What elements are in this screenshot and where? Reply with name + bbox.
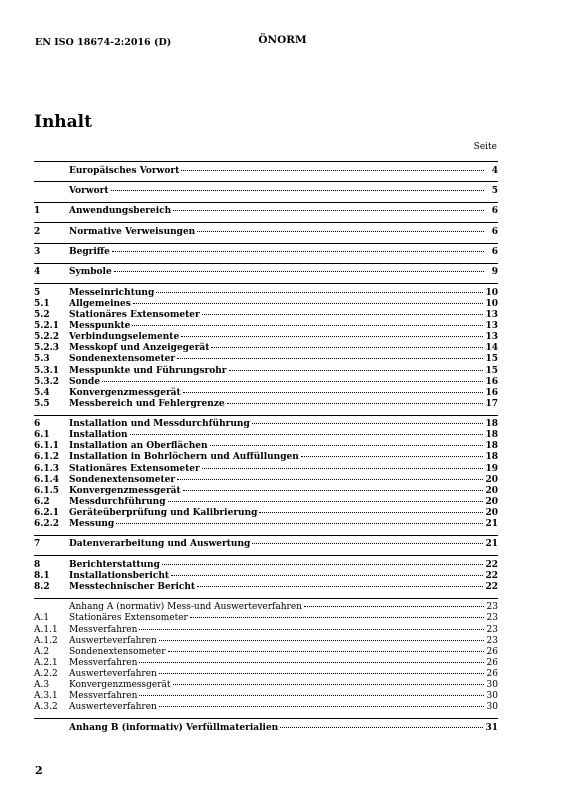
toc-entry-number: 5.3 [34,354,50,365]
toc-entry[interactable] [34,560,498,571]
toc-entry-number: A.1 [34,613,50,624]
toc-entry[interactable] [34,519,498,530]
toc-entry-number: 8.1 [34,570,50,581]
toc-entry-label: Installation und Messdurchführung [69,419,250,430]
toc-entry-label: Auswerteverfahren [69,635,157,646]
toc-entry[interactable] [34,186,498,197]
toc-entry-number: 5 [34,287,41,298]
toc-leader-dots [177,358,483,359]
page-column-label: Seite [473,142,497,152]
toc-leader-dots [197,586,483,587]
toc-entry-label: Messverfahren [69,624,138,635]
toc-leader-dots [229,370,484,371]
toc-entry[interactable] [34,166,498,177]
toc-leader-dots [168,651,484,652]
toc-entry-label: Vorwort [69,185,109,196]
toc-entry[interactable] [34,206,498,217]
page-number: 2 [35,764,43,777]
toc-entry[interactable] [34,658,498,669]
toc-entry-number: 6.1.1 [34,441,60,452]
toc-entry-label: Geräteüberprüfung und Kalibrierung [69,507,258,518]
toc-entry-number: A.3.1 [34,691,58,702]
toc-entry-number: 5.4 [34,387,50,398]
toc-entry-page: 22 [485,570,498,581]
toc-entry[interactable] [34,354,498,365]
toc-entry-page: 4 [491,165,498,176]
toc-entry[interactable] [34,343,498,354]
toc-entry[interactable] [34,702,498,713]
toc-entry[interactable] [34,452,498,463]
toc-entry-label: Begriffe [69,247,110,258]
toc-leader-dots [116,523,483,524]
toc-leader-dots [162,564,484,565]
toc-entry-page: 26 [486,668,498,679]
toc-entry-number: A.2 [34,646,50,657]
toc-entry-page: 20 [485,485,498,496]
toc-entry-number: 2 [34,226,41,237]
toc-entry-label: Berichterstattung [69,559,160,570]
toc-leader-dots [133,303,484,304]
toc-entry[interactable] [34,680,498,691]
toc-entry-number: 3 [34,247,41,258]
toc-leader-dots [102,381,483,382]
toc-entry-label: Messverfahren [69,691,138,702]
toc-entry-label: Installationsbericht [69,570,170,581]
toc-entry[interactable] [34,691,498,702]
toc-entry[interactable] [34,377,498,388]
toc-entry[interactable] [34,441,498,452]
toc-entry-number: A.2.2 [34,668,58,679]
toc-entry-page: 26 [486,657,498,668]
toc-entry-page: 23 [486,635,498,646]
toc-entry[interactable] [34,247,498,258]
toc-entry-label: Auswerteverfahren [69,668,157,679]
toc-entry-label: Konvergenzmessgerät [69,485,181,496]
toc-entry-label: Anhang B (informativ) Verfüllmaterialien [69,722,279,733]
toc-leader-dots [211,347,483,348]
toc-entry-number: 6.2.1 [34,507,60,518]
toc-entry-page: 6 [491,206,498,217]
toc-entry[interactable] [34,419,498,430]
toc-leader-dots [173,684,484,685]
toc-entry[interactable] [34,267,498,278]
toc-entry-page: 30 [486,702,498,713]
toc-entry-number: 5.2.2 [34,332,60,343]
toc-entry-number: 5.5 [34,398,50,409]
toc-entry-page: 15 [485,354,498,365]
page-title: Inhalt [34,112,92,132]
toc-leader-dots [183,490,484,491]
toc-entry-page: 18 [485,452,498,463]
toc-entry-label: Messbereich und Fehlergrenze [69,398,225,409]
toc-entry-label: Messtechnischer Bericht [69,581,196,592]
toc-entry-label: Stationäres Extensometer [69,613,188,624]
toc-entry-page: 26 [486,646,498,657]
toc-entry-label: Allgemeines [69,298,131,309]
toc-leader-dots [197,231,484,232]
toc-entry-page: 18 [485,430,498,441]
toc-leader-dots [177,479,483,480]
toc-leader-dots [227,403,484,404]
toc-entry-page: 13 [485,321,498,332]
toc-leader-dots [159,640,484,641]
toc-entry[interactable] [34,647,498,658]
toc-entry-page: 18 [485,441,498,452]
toc-entry-label: Verbindungselemente [69,332,180,343]
brand-label: ÖNORM [258,34,307,46]
toc-entry-page: 23 [486,602,498,613]
toc-entry[interactable] [34,227,498,238]
toc-entry[interactable] [34,669,498,680]
toc-entry-page: 23 [486,624,498,635]
toc-entry[interactable] [34,399,498,410]
toc-entry-label: Installation an Oberflächen [69,441,208,452]
toc-entry[interactable] [34,430,498,441]
toc-entry[interactable] [34,636,498,647]
toc-entry[interactable] [34,723,498,734]
toc-entry-page: 13 [485,332,498,343]
toc-leader-dots [210,445,484,446]
toc-leader-dots [252,543,483,544]
toc-entry-label: Messpunkte [69,321,131,332]
toc-entry-label: Sondenextensometer [69,474,176,485]
toc-leader-dots [304,606,484,607]
toc-entry-label: Sondenextensometer [69,354,176,365]
toc-entry[interactable] [34,464,498,475]
toc-entry-page: 16 [485,376,498,387]
toc-entry-number: A.2.1 [34,657,58,668]
toc-leader-dots [159,673,484,674]
toc-entry-number: A.1.2 [34,635,58,646]
toc-leader-dots [139,695,484,696]
toc-entry-number: 6 [34,419,41,430]
toc-entry-page: 20 [485,474,498,485]
toc-entry-page: 14 [485,343,498,354]
toc-entry[interactable] [34,475,498,486]
toc-entry-page: 6 [491,226,498,237]
toc-leader-dots [112,251,484,252]
toc-entry[interactable] [34,288,498,299]
toc-leader-dots [202,314,484,315]
toc-entry-page: 30 [486,679,498,690]
toc-entry-label: Sondenextensometer [69,646,166,657]
toc-entry-label: Datenverarbeitung und Auswertung [69,539,251,550]
document-id: EN ISO 18674-2:2016 (D) [35,37,172,48]
toc-entry[interactable] [34,497,498,508]
toc-entry-label: Messdurchführung [69,496,166,507]
toc-leader-dots [139,662,484,663]
toc-entry-page: 6 [491,247,498,258]
toc-leader-dots [171,575,483,576]
toc-entry-label: Messkopf und Anzeigegerät [69,343,210,354]
toc-entry-number: 4 [34,267,41,278]
toc-entry[interactable] [34,571,498,582]
toc-leader-dots [181,336,483,337]
toc-entry-label: Konvergenzmessgerät [69,387,181,398]
toc-entry-page: 13 [485,310,498,321]
toc-entry-page: 10 [485,298,498,309]
toc-entry[interactable] [34,508,498,519]
toc-entry-number: 6.1.3 [34,463,60,474]
toc-entry[interactable] [34,388,498,399]
toc-entry-number: 5.3.1 [34,365,60,376]
toc-entry-label: Anwendungsbereich [69,206,172,217]
toc-leader-dots [259,512,483,513]
toc-entry-number: 6.2 [34,496,50,507]
toc-entry[interactable] [34,366,498,377]
toc-leader-dots [156,292,483,293]
toc-entry-page: 22 [485,559,498,570]
toc-entry-label: Installation in Bohrlöchern und Auffüllungen [69,452,299,463]
toc-entry-label: Anhang A (normativ) Mess-und Auswerteverfahren [69,602,302,613]
toc-leader-dots [168,501,484,502]
toc-entry-number: 5.2 [34,310,50,321]
toc-entry[interactable] [34,539,498,550]
toc-leader-dots [190,617,484,618]
toc-entry-number: 6.1.5 [34,485,60,496]
toc-entry-number: 5.1 [34,298,50,309]
toc-entry-number: A.3.2 [34,702,58,713]
toc-entry-page: 16 [485,387,498,398]
toc-entry[interactable] [34,332,498,343]
toc-entry-page: 17 [485,398,498,409]
toc-leader-dots [139,629,484,630]
toc-entry-page: 31 [485,722,498,733]
toc-entry[interactable] [34,582,498,593]
toc-entry-page: 23 [486,613,498,624]
toc-entry-number: 6.1.2 [34,452,60,463]
toc-entry-label: Messung [69,519,115,529]
toc-leader-dots [132,325,483,326]
toc-entry[interactable] [34,602,498,613]
toc-entry-number: 8 [34,559,41,570]
toc-leader-dots [183,392,484,393]
toc-entry-page: 20 [485,507,498,518]
toc-leader-dots [130,434,484,435]
toc-entry-page: 5 [491,185,498,196]
toc-entry-page: 22 [485,581,498,592]
toc-leader-dots [114,271,484,272]
toc-entry-number: A.1.1 [34,624,58,635]
toc-entry-page: 21 [485,539,498,550]
toc-entry-page: 20 [485,496,498,507]
toc-entry-label: Stationäres Extensometer [69,463,200,474]
toc-entry-number: 6.1 [34,430,50,441]
toc-leader-dots [181,170,484,171]
toc-entry-page: 9 [491,267,498,278]
toc-entry-number: 5.2.3 [34,343,60,354]
toc-entry[interactable] [34,299,498,310]
toc-entry-number: 1 [34,206,41,217]
toc-entry-number: A.3 [34,679,50,690]
toc-entry-label: Messpunkte und Führungsrohr [69,365,227,376]
toc-entry-number: 7 [34,539,41,550]
toc-entry-label: Auswerteverfahren [69,702,157,713]
toc-entry-label: Messverfahren [69,657,138,668]
toc-entry-label: Konvergenzmessgerät [69,679,171,690]
toc-entry-label: Symbole [69,267,112,278]
toc-entry-number: 6.1.4 [34,474,60,485]
toc-entry-number: 6.2.2 [34,519,60,529]
toc-entry-page: 19 [485,463,498,474]
toc-leader-dots [301,456,484,457]
toc-entry[interactable] [34,613,498,624]
toc-entry[interactable] [34,625,498,636]
toc-entry-page: 10 [485,287,498,298]
toc-entry-page: 15 [485,365,498,376]
toc-leader-dots [159,706,484,707]
toc-entry-label: Messeinrichtung [69,287,155,298]
toc-entry[interactable] [34,486,498,497]
toc-entry-label: Installation [69,430,128,441]
toc-entry[interactable] [34,321,498,332]
table-of-contents [34,161,498,734]
toc-entry-page: 30 [486,691,498,702]
toc-entry-number: 5.3.2 [34,376,60,387]
toc-leader-dots [252,423,484,424]
toc-entry-label: Sonde [69,376,101,387]
toc-entry[interactable] [34,310,498,321]
toc-entry-page: 21 [485,519,498,529]
toc-entry-page: 18 [485,419,498,430]
toc-leader-dots [202,468,484,469]
toc-leader-dots [280,727,483,728]
toc-leader-dots [173,210,484,211]
toc-entry-number: 5.2.1 [34,321,60,332]
toc-entry-label: Normative Verweisungen [69,226,196,237]
toc-entry-label: Stationäres Extensometer [69,310,200,321]
toc-entry-number: 8.2 [34,581,50,592]
toc-entry-label: Europäisches Vorwort [69,165,180,176]
toc-leader-dots [111,190,484,191]
